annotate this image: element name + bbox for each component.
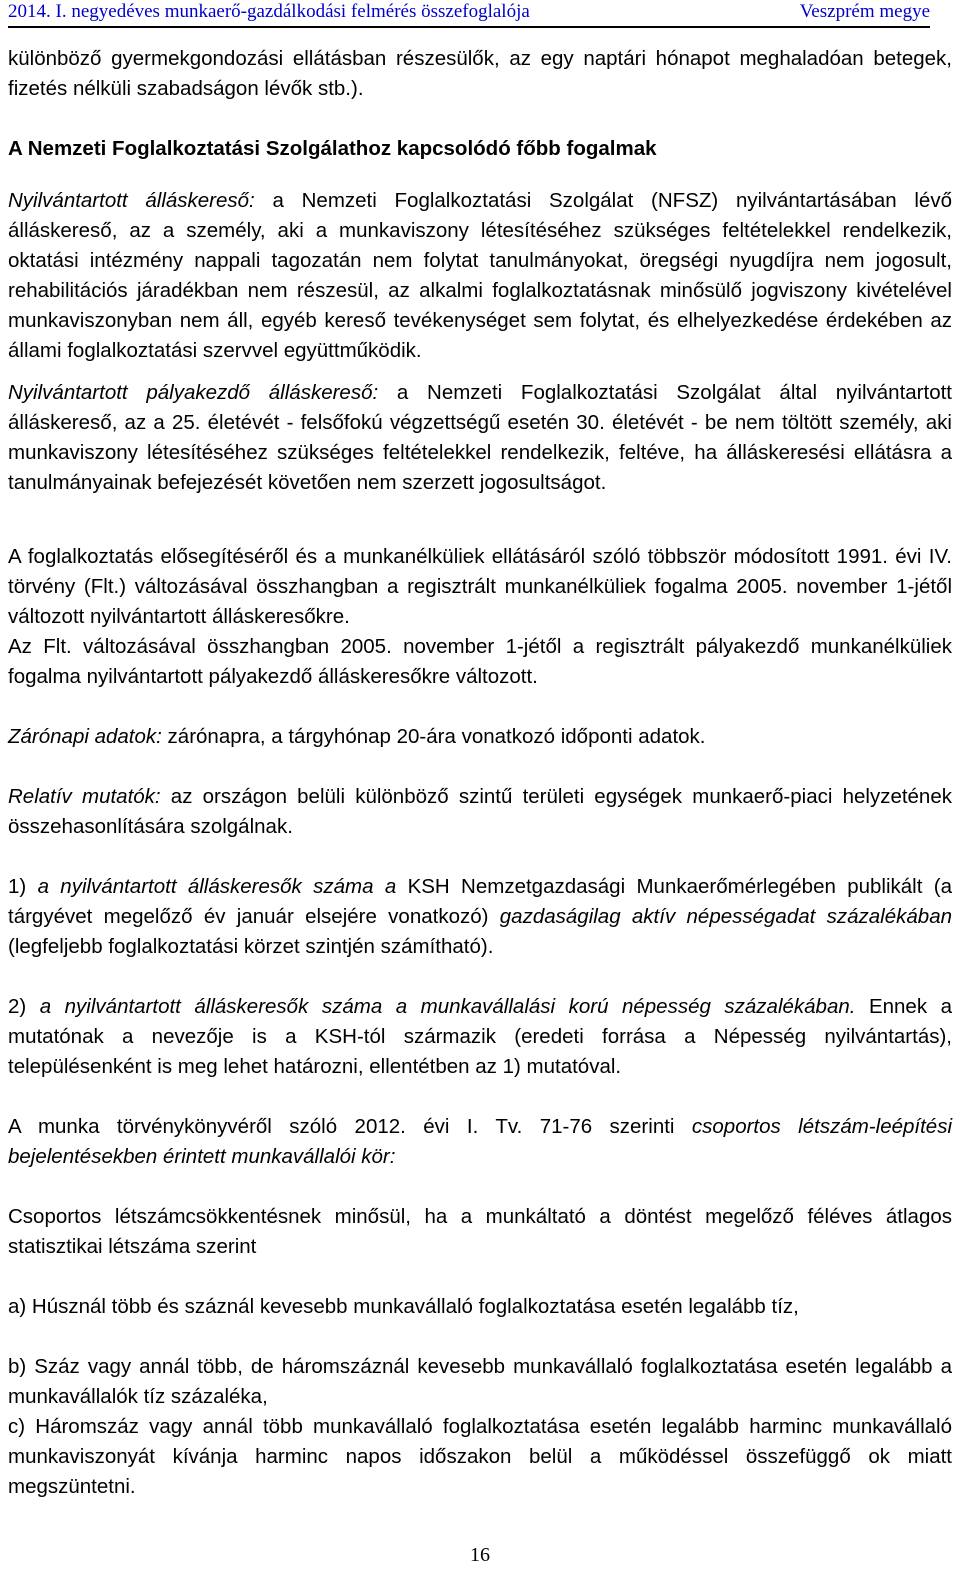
page-body bbox=[8, 44, 952, 1502]
indicator-number: 1) bbox=[8, 875, 38, 898]
list-item-a: a) Húsznál több és száznál kevesebb munkavállaló foglalkoztatása esetén legalább tíz, bbox=[8, 1295, 799, 1318]
definition-text: a Nemzeti Foglalkoztatási Szolgálat (NFSZ) nyilvántartásában lévő álláskereső, az a személy, aki a munkaviszony létesítéséhez szükséges feltételekkel rendelkezik, oktatási intézmény nappali tagozatán nem folytat tanulmányokat, öregségi nyugdíjra nem jogosult, rehabilitációs járadékban nem részesül, az alkalmi foglalkoztatásnak minősülő jogviszony kivételével munkaviszonyban nem áll, egyéb kereső tevékenységet sem folytat, és elhelyezkedése érdekében az állami foglalkoztatási szervvel együttműködik. bbox=[8, 189, 952, 362]
indicator-italic: gazdaságilag aktív népességadat százalékában bbox=[499, 905, 952, 928]
term-registered-jobseeker: Nyilvántartott álláskereső: bbox=[8, 189, 255, 212]
indicator-1 bbox=[8, 872, 952, 962]
law-paragraph: A foglalkoztatás elősegítéséről és a munkanélküliek ellátásáról szóló többször módosított 1991. évi IV. törvény (Flt.) változásával összhangban a regisztrált munkanélküliek fogalma 2005. november 1-jétől változott nyilvántartott álláskeresőkre. bbox=[8, 545, 952, 628]
indicator-text: Ennek a mutatónak a nevezője is a KSH-tól származik (eredeti forrása a Népesség nyilvántartás), településenként is meg lehet határozni, ellentétben az 1) mutatóval. bbox=[8, 995, 952, 1078]
indicator-text: (legfeljebb foglalkoztatási körzet szintjén számítható). bbox=[8, 935, 494, 958]
law-paragraph-2: Az Flt. változásával összhangban 2005. november 1-jétől a regisztrált pályakezdő munkanélküliek fogalma nyilvántartott pályakezdő álláskeresőkre változott. bbox=[8, 635, 952, 688]
section-heading: A Nemzeti Foglalkoztatási Szolgálathoz kapcsolódó főbb fogalmak bbox=[8, 137, 657, 160]
definition-text: a Nemzeti Foglalkoztatási Szolgálat által nyilvántartott álláskereső, az a 25. életévét - felsőfokú végzettségű esetén 30. életévét - be nem töltött személy, aki munkaviszony létesítéséhez szükséges feltételekkel rendelkezik, feltéve, ha álláskeresési ellátásra a tanulmányainak befejezését követően nem szerzett jogosultságot. bbox=[8, 381, 952, 494]
term-closing-data: Zárónapi adatok: bbox=[8, 725, 162, 748]
header-region: Veszprém megye bbox=[799, 1, 930, 22]
definition-registered-jobseeker bbox=[8, 186, 952, 366]
labor-code-text: A munka törvénykönyvéről szóló 2012. évi I. Tv. 71-76 szerinti bbox=[8, 1115, 692, 1138]
indicator-2 bbox=[8, 992, 952, 1082]
labor-code-paragraph bbox=[8, 1112, 952, 1172]
collective-redundancy-intro: Csoportos létszámcsökkentésnek minősül, ha a munkáltató a döntést megelőző féléves átlagos statisztikai létszáma szerint bbox=[8, 1205, 952, 1258]
page-number: 16 bbox=[470, 1544, 490, 1566]
continuation-paragraph: különböző gyermekgondozási ellátásban részesülők, az egy naptári hónapot meghaladóan betegek, fizetés nélküli szabadságon lévők stb.). bbox=[8, 47, 952, 100]
term-career-starter: Nyilvántartott pályakezdő álláskereső: bbox=[8, 381, 379, 404]
definition-relative-indicators bbox=[8, 782, 952, 842]
definition-closing-data bbox=[8, 722, 952, 752]
indicator-text: KSH Nemzetgazdasági Munkaerőmérlegében publikált (a tárgyévet megelőző év január elsejére vonatkozó) bbox=[8, 875, 952, 928]
running-header bbox=[8, 0, 930, 28]
list-item-b: b) Száz vagy annál több, de háromszáznál kevesebb munkavállaló foglalkoztatása esetén legalább a munkavállalók tíz százaléka, bbox=[8, 1355, 952, 1408]
term-relative-indicators: Relatív mutatók: bbox=[8, 785, 161, 808]
definition-text: zárónapra, a tárgyhónap 20-ára vonatkozó időponti adatok. bbox=[161, 725, 706, 748]
indicator-italic: a nyilvántartott álláskeresők száma a bbox=[37, 875, 397, 898]
definition-career-starter bbox=[8, 378, 952, 498]
indicator-italic: a nyilvántartott álláskeresők száma a munkavállalási korú népesség százalékában. bbox=[39, 995, 856, 1018]
indicator-number: 2) bbox=[8, 995, 40, 1018]
definition-text: az országon belüli különböző szintű területi egységek munkaerő-piaci helyzetének összehasonlítására szolgálnak. bbox=[8, 785, 952, 838]
list-item-c: c) Háromszáz vagy annál több munkavállaló foglalkoztatása esetén legalább harminc munkavállaló munkaviszonyát kívánja harminc napos időszakon belül a működéssel összefüggő ok miatt megszüntetni. bbox=[8, 1415, 952, 1498]
labor-code-italic: csoportos létszám-leépítési bejelentésekben érintett munkavállalói kör: bbox=[8, 1115, 952, 1168]
header-title: 2014. I. negyedéves munkaerő-gazdálkodási felmérés összefoglalója bbox=[8, 1, 530, 22]
